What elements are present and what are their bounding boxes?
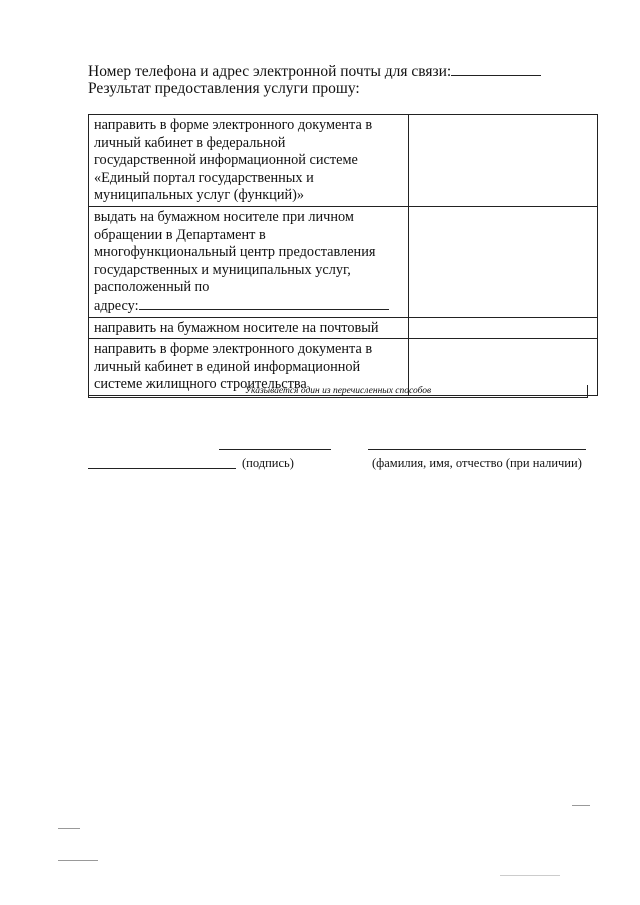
table-row [89, 317, 598, 339]
full-name-line [368, 449, 586, 450]
address-blank-line [139, 297, 389, 310]
scan-speck [58, 828, 80, 829]
option-mark-cell[interactable] [409, 206, 598, 317]
contact-blank-line [451, 61, 541, 76]
signature-line [219, 449, 331, 450]
full-name-label: (фамилия, имя, отчество (при наличии) [372, 456, 582, 470]
option-text-cell: направить на бумажном носителе на почтовый [89, 317, 409, 339]
contact-line [88, 61, 541, 81]
option-mark-cell[interactable] [409, 115, 598, 207]
table-row [89, 115, 598, 207]
date-line [88, 468, 236, 469]
table-note: Указывается один из перечисленных способов [88, 385, 588, 398]
option-text-cell: направить в форме электронного документа в личный кабинет в федеральной государственной информационной системе «Единый портал государственных и муниципальных услуг (функций)» [89, 115, 409, 207]
table-row [89, 206, 598, 317]
delivery-options-table [88, 114, 598, 396]
option-text-cell: выдать на бумажном носителе при личном обращении в Департамент в многофункциональный центр предоставления государственных и муниципальных услуг, расположенный по адресу: [89, 206, 409, 317]
signature-label: (подпись) [242, 456, 294, 470]
contact-label: Номер телефона и адрес электронной почты для связи: [88, 63, 452, 80]
option-text-cell: направить в форме электронного документа в личный кабинет в единой информационной системе жилищного строительства [89, 339, 409, 396]
scan-speck [572, 805, 590, 806]
scan-speck [58, 860, 98, 861]
scan-speck [500, 875, 560, 876]
result-line: Результат предоставления услуги прошу: [88, 80, 360, 97]
option-mark-cell[interactable] [409, 317, 598, 339]
